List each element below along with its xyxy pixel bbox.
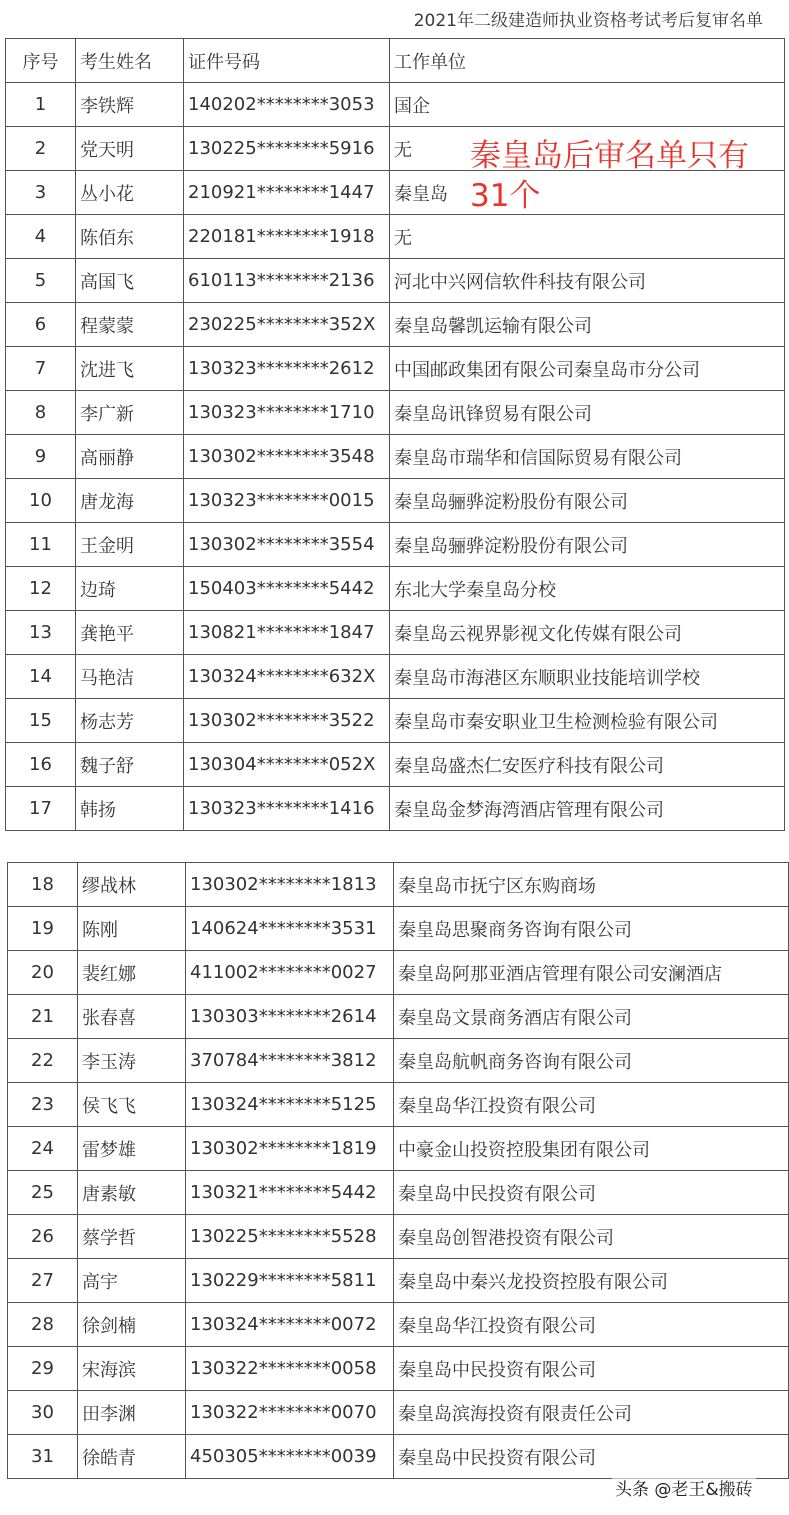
cell-name: 程蒙蒙 bbox=[76, 303, 184, 347]
cell-index: 22 bbox=[8, 1039, 78, 1083]
cell-name: 张春喜 bbox=[78, 995, 186, 1039]
cell-employer: 秦皇岛文景商务酒店有限公司 bbox=[394, 995, 789, 1039]
document-title: 2021年二级建造师执业资格考试考后复审名单 bbox=[413, 11, 763, 31]
cell-id-number: 130225********5916 bbox=[184, 127, 390, 171]
cell-employer: 秦皇岛滨海投资有限责任公司 bbox=[394, 1391, 789, 1435]
cell-name: 李铁辉 bbox=[76, 83, 184, 127]
cell-index: 25 bbox=[8, 1171, 78, 1215]
cell-name: 高国飞 bbox=[76, 259, 184, 303]
table-row bbox=[8, 1391, 789, 1435]
cell-index: 21 bbox=[8, 995, 78, 1039]
cell-name: 陈佰东 bbox=[76, 215, 184, 259]
table-row bbox=[6, 391, 785, 435]
cell-index: 9 bbox=[6, 435, 76, 479]
table-row bbox=[8, 1435, 789, 1479]
cell-name: 杨志芳 bbox=[76, 699, 184, 743]
cell-employer: 秦皇岛航帆商务咨询有限公司 bbox=[394, 1039, 789, 1083]
cell-index: 4 bbox=[6, 215, 76, 259]
cell-employer: 秦皇岛思聚商务咨询有限公司 bbox=[394, 907, 789, 951]
table-row bbox=[8, 1039, 789, 1083]
cell-index: 23 bbox=[8, 1083, 78, 1127]
cell-id-number: 130302********3548 bbox=[184, 435, 390, 479]
table-row bbox=[6, 303, 785, 347]
cell-name: 马艳洁 bbox=[76, 655, 184, 699]
cell-name: 高丽静 bbox=[76, 435, 184, 479]
table-row bbox=[6, 347, 785, 391]
cell-name: 李玉涛 bbox=[78, 1039, 186, 1083]
cell-id-number: 130321********5442 bbox=[186, 1171, 394, 1215]
table-row bbox=[6, 523, 785, 567]
cell-index: 27 bbox=[8, 1259, 78, 1303]
cell-name: 韩扬 bbox=[76, 787, 184, 831]
cell-index: 26 bbox=[8, 1215, 78, 1259]
cell-employer: 秦皇岛市秦安职业卫生检测检验有限公司 bbox=[390, 699, 785, 743]
table-row bbox=[8, 863, 789, 907]
cell-employer: 东北大学秦皇岛分校 bbox=[390, 567, 785, 611]
cell-name: 唐龙海 bbox=[76, 479, 184, 523]
cell-employer: 秦皇岛中民投资有限公司 bbox=[394, 1171, 789, 1215]
cell-index: 14 bbox=[6, 655, 76, 699]
cell-name: 边琦 bbox=[76, 567, 184, 611]
table-row bbox=[6, 435, 785, 479]
table-row bbox=[8, 1259, 789, 1303]
cell-employer: 秦皇岛市海港区东顺职业技能培训学校 bbox=[390, 655, 785, 699]
cell-id-number: 130229********5811 bbox=[186, 1259, 394, 1303]
cell-name: 宋海滨 bbox=[78, 1347, 186, 1391]
cell-name: 王金明 bbox=[76, 523, 184, 567]
cell-name: 龚艳平 bbox=[76, 611, 184, 655]
cell-index: 16 bbox=[6, 743, 76, 787]
cell-id-number: 370784********3812 bbox=[186, 1039, 394, 1083]
cell-index: 28 bbox=[8, 1303, 78, 1347]
cell-name: 裴红娜 bbox=[78, 951, 186, 995]
cell-index: 17 bbox=[6, 787, 76, 831]
table-row bbox=[6, 787, 785, 831]
cell-employer: 秦皇岛创智港投资有限公司 bbox=[394, 1215, 789, 1259]
cell-name: 李广新 bbox=[76, 391, 184, 435]
table-row bbox=[6, 699, 785, 743]
table-row bbox=[8, 1303, 789, 1347]
cell-name: 徐皓青 bbox=[78, 1435, 186, 1479]
cell-index: 24 bbox=[8, 1127, 78, 1171]
table-row bbox=[8, 1215, 789, 1259]
cell-index: 5 bbox=[6, 259, 76, 303]
cell-name: 蔡学哲 bbox=[78, 1215, 186, 1259]
cell-index: 1 bbox=[6, 83, 76, 127]
cell-name: 魏子舒 bbox=[76, 743, 184, 787]
table-row bbox=[8, 951, 789, 995]
cell-index: 18 bbox=[8, 863, 78, 907]
cell-employer: 秦皇岛盛杰仁安医疗科技有限公司 bbox=[390, 743, 785, 787]
table-row bbox=[6, 215, 785, 259]
cell-employer: 无 bbox=[390, 127, 785, 171]
review-list-table-part2 bbox=[7, 862, 789, 1479]
cell-id-number: 610113********2136 bbox=[184, 259, 390, 303]
cell-id-number: 230225********352X bbox=[184, 303, 390, 347]
cell-employer: 河北中兴网信软件科技有限公司 bbox=[390, 259, 785, 303]
cell-id-number: 450305********0039 bbox=[186, 1435, 394, 1479]
cell-employer: 秦皇岛中民投资有限公司 bbox=[394, 1435, 789, 1479]
cell-index: 10 bbox=[6, 479, 76, 523]
annotation-line-2: 31个 bbox=[470, 178, 541, 214]
cell-id-number: 130304********052X bbox=[184, 743, 390, 787]
cell-employer: 中豪金山投资控股集团有限公司 bbox=[394, 1127, 789, 1171]
cell-id-number: 130302********3522 bbox=[184, 699, 390, 743]
cell-id-number: 130302********1819 bbox=[186, 1127, 394, 1171]
table-row bbox=[8, 907, 789, 951]
cell-id-number: 150403********5442 bbox=[184, 567, 390, 611]
cell-index: 29 bbox=[8, 1347, 78, 1391]
cell-index: 12 bbox=[6, 567, 76, 611]
cell-id-number: 130323********1710 bbox=[184, 391, 390, 435]
red-annotation bbox=[470, 136, 749, 216]
cell-index: 20 bbox=[8, 951, 78, 995]
cell-name: 雷梦雄 bbox=[78, 1127, 186, 1171]
cell-id-number: 130302********1813 bbox=[186, 863, 394, 907]
cell-employer: 秦皇岛市瑞华和信国际贸易有限公司 bbox=[390, 435, 785, 479]
table-header-row bbox=[6, 39, 785, 83]
cell-id-number: 130821********1847 bbox=[184, 611, 390, 655]
cell-id-number: 130303********2614 bbox=[186, 995, 394, 1039]
cell-index: 31 bbox=[8, 1435, 78, 1479]
cell-employer: 秦皇岛华江投资有限公司 bbox=[394, 1083, 789, 1127]
cell-name: 徐剑楠 bbox=[78, 1303, 186, 1347]
table-row bbox=[6, 259, 785, 303]
table-row bbox=[8, 1083, 789, 1127]
cell-employer: 秦皇岛云视界影视文化传媒有限公司 bbox=[390, 611, 785, 655]
cell-index: 7 bbox=[6, 347, 76, 391]
cell-id-number: 130324********0072 bbox=[186, 1303, 394, 1347]
cell-employer: 秦皇岛骊骅淀粉股份有限公司 bbox=[390, 479, 785, 523]
cell-employer: 秦皇岛阿那亚酒店管理有限公司安澜酒店 bbox=[394, 951, 789, 995]
cell-name: 唐素敏 bbox=[78, 1171, 186, 1215]
watermark: 头条 @老王&搬砖 bbox=[612, 1475, 756, 1500]
cell-employer: 无 bbox=[390, 215, 785, 259]
cell-name: 丛小花 bbox=[76, 171, 184, 215]
table-row bbox=[6, 611, 785, 655]
header-index: 序号 bbox=[6, 39, 76, 83]
annotation-line-1: 秦皇岛后审名单只有 bbox=[470, 138, 749, 174]
cell-id-number: 130302********3554 bbox=[184, 523, 390, 567]
cell-name: 党天明 bbox=[76, 127, 184, 171]
cell-id-number: 130323********1416 bbox=[184, 787, 390, 831]
table-row bbox=[6, 83, 785, 127]
cell-index: 11 bbox=[6, 523, 76, 567]
cell-id-number: 140202********3053 bbox=[184, 83, 390, 127]
cell-employer: 中国邮政集团有限公司秦皇岛市分公司 bbox=[390, 347, 785, 391]
cell-index: 2 bbox=[6, 127, 76, 171]
cell-name: 缪战林 bbox=[78, 863, 186, 907]
cell-id-number: 130322********0070 bbox=[186, 1391, 394, 1435]
table-row bbox=[8, 1347, 789, 1391]
cell-employer: 秦皇岛骊骅淀粉股份有限公司 bbox=[390, 523, 785, 567]
cell-employer: 秦皇岛讯锋贸易有限公司 bbox=[390, 391, 785, 435]
cell-name: 侯飞飞 bbox=[78, 1083, 186, 1127]
cell-name: 田李渊 bbox=[78, 1391, 186, 1435]
table-row bbox=[6, 567, 785, 611]
cell-index: 19 bbox=[8, 907, 78, 951]
cell-employer: 秦皇岛馨凯运输有限公司 bbox=[390, 303, 785, 347]
cell-index: 3 bbox=[6, 171, 76, 215]
cell-index: 13 bbox=[6, 611, 76, 655]
cell-employer: 秦皇岛中民投资有限公司 bbox=[394, 1347, 789, 1391]
header-employer: 工作单位 bbox=[390, 39, 785, 83]
cell-name: 陈刚 bbox=[78, 907, 186, 951]
table-row bbox=[6, 479, 785, 523]
cell-name: 高宇 bbox=[78, 1259, 186, 1303]
cell-employer: 国企 bbox=[390, 83, 785, 127]
table-row bbox=[8, 1127, 789, 1171]
cell-employer: 秦皇岛华江投资有限公司 bbox=[394, 1303, 789, 1347]
cell-id-number: 210921********1447 bbox=[184, 171, 390, 215]
header-name: 考生姓名 bbox=[76, 39, 184, 83]
cell-employer: 秦皇岛中秦兴龙投资控股有限公司 bbox=[394, 1259, 789, 1303]
cell-id-number: 130324********5125 bbox=[186, 1083, 394, 1127]
cell-name: 沈进飞 bbox=[76, 347, 184, 391]
table-row bbox=[8, 995, 789, 1039]
cell-id-number: 140624********3531 bbox=[186, 907, 394, 951]
table-row bbox=[6, 743, 785, 787]
cell-employer: 秦皇岛 bbox=[390, 171, 785, 215]
cell-employer: 秦皇岛市抚宁区东购商场 bbox=[394, 863, 789, 907]
cell-id-number: 411002********0027 bbox=[186, 951, 394, 995]
table-row bbox=[8, 1171, 789, 1215]
cell-id-number: 130323********0015 bbox=[184, 479, 390, 523]
cell-index: 15 bbox=[6, 699, 76, 743]
cell-id-number: 130322********0058 bbox=[186, 1347, 394, 1391]
header-id-number: 证件号码 bbox=[184, 39, 390, 83]
cell-index: 30 bbox=[8, 1391, 78, 1435]
cell-id-number: 130225********5528 bbox=[186, 1215, 394, 1259]
cell-index: 8 bbox=[6, 391, 76, 435]
cell-id-number: 130324********632X bbox=[184, 655, 390, 699]
cell-index: 6 bbox=[6, 303, 76, 347]
cell-id-number: 220181********1918 bbox=[184, 215, 390, 259]
cell-employer: 秦皇岛金梦海湾酒店管理有限公司 bbox=[390, 787, 785, 831]
table-row bbox=[6, 655, 785, 699]
cell-id-number: 130323********2612 bbox=[184, 347, 390, 391]
